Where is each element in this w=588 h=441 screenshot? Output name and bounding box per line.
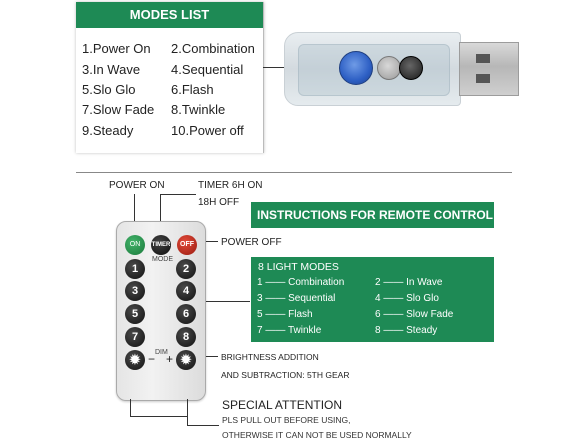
remote-on-button[interactable]: ON (125, 235, 145, 255)
instructions-title: INSTRUCTIONS FOR REMOTE CONTROL (251, 202, 494, 228)
mode-label: MODE (152, 256, 173, 263)
mode-item: 5.Slo Glo (82, 82, 136, 97)
sun-icon: ✹ (180, 352, 192, 367)
modes-list-title: MODES LIST (76, 2, 263, 28)
usb-button-gray (377, 56, 401, 80)
mode-item: 4.Sequential (171, 62, 244, 77)
mode-item: 7.Slow Fade (82, 102, 155, 117)
light-mode-item: 8 —— Steady (375, 325, 438, 336)
usb-circuit-board (298, 44, 450, 96)
light-mode-item: 5 —— Flash (257, 309, 313, 320)
usb-slot (476, 54, 490, 63)
mode-item: 9.Steady (82, 123, 134, 138)
mode-item: 3.In Wave (82, 62, 141, 77)
remote-mode-5-button[interactable]: 5 (125, 304, 145, 324)
timer-off-label: 18H OFF (198, 197, 240, 208)
light-modes-title: 8 LIGHT MODES (258, 261, 339, 273)
power-off-label: POWER OFF (221, 237, 282, 248)
light-mode-item: 2 —— In Wave (375, 277, 443, 288)
remote-mode-8-button[interactable]: 8 (176, 327, 196, 347)
remote-control (116, 221, 206, 401)
remote-mode-1-button[interactable]: 1 (125, 259, 145, 279)
pointer-line (200, 301, 250, 302)
pointer-line (160, 194, 196, 195)
usb-connector (459, 42, 519, 96)
pull-tab-line (130, 416, 188, 417)
modes-list-card (76, 2, 264, 153)
brightness-label-1: BRIGHTNESS ADDITION (221, 352, 319, 362)
attention-title: SPECIAL ATTENTION (222, 398, 343, 412)
minus-sign: − (148, 352, 156, 366)
remote-timer-button[interactable]: TIMER (151, 235, 171, 255)
attention-line-2: OTHERWISE IT CAN NOT BE USED NORMALLY (222, 430, 412, 440)
remote-mode-3-button[interactable]: 3 (125, 281, 145, 301)
pull-tab-line (130, 399, 131, 416)
mode-item: 6.Flash (171, 82, 214, 97)
dim-down-button[interactable] (125, 350, 145, 370)
remote-off-button[interactable]: OFF (177, 235, 197, 255)
pull-tab-line (187, 399, 188, 416)
usb-mode-button[interactable] (339, 51, 373, 85)
pointer-line (187, 417, 188, 425)
dim-up-button[interactable] (176, 350, 196, 370)
light-mode-item: 1 —— Combination (257, 277, 345, 288)
plus-sign: + (166, 352, 174, 366)
remote-mode-4-button[interactable]: 4 (176, 281, 196, 301)
timer-label: TIMER 6H ON (198, 180, 263, 191)
power-on-label: POWER ON (109, 180, 165, 191)
brightness-label-2: AND SUBTRACTION: 5TH GEAR (221, 370, 350, 380)
usb-button-dark (399, 56, 423, 80)
light-modes-box (251, 257, 494, 342)
remote-mode-7-button[interactable]: 7 (125, 327, 145, 347)
dim-label: DIM (155, 349, 168, 356)
light-mode-item: 3 —— Sequential (257, 293, 336, 304)
light-mode-item: 4 —— Slo Glo (375, 293, 439, 304)
sun-icon: ✹ (129, 352, 141, 367)
pointer-line (187, 425, 219, 426)
attention-line-1: PLS PULL OUT BEFORE USING, (222, 415, 351, 425)
remote-mode-6-button[interactable]: 6 (176, 304, 196, 324)
mode-item: 8.Twinkle (171, 102, 226, 117)
mode-item: 2.Combination (171, 41, 255, 56)
mode-item: 1.Power On (82, 41, 151, 56)
mode-item: 10.Power off (171, 123, 244, 138)
light-mode-item: 6 —— Slow Fade (375, 309, 454, 320)
section-divider (76, 172, 512, 173)
usb-slot (476, 74, 490, 83)
remote-mode-2-button[interactable]: 2 (176, 259, 196, 279)
light-mode-item: 7 —— Twinkle (257, 325, 322, 336)
